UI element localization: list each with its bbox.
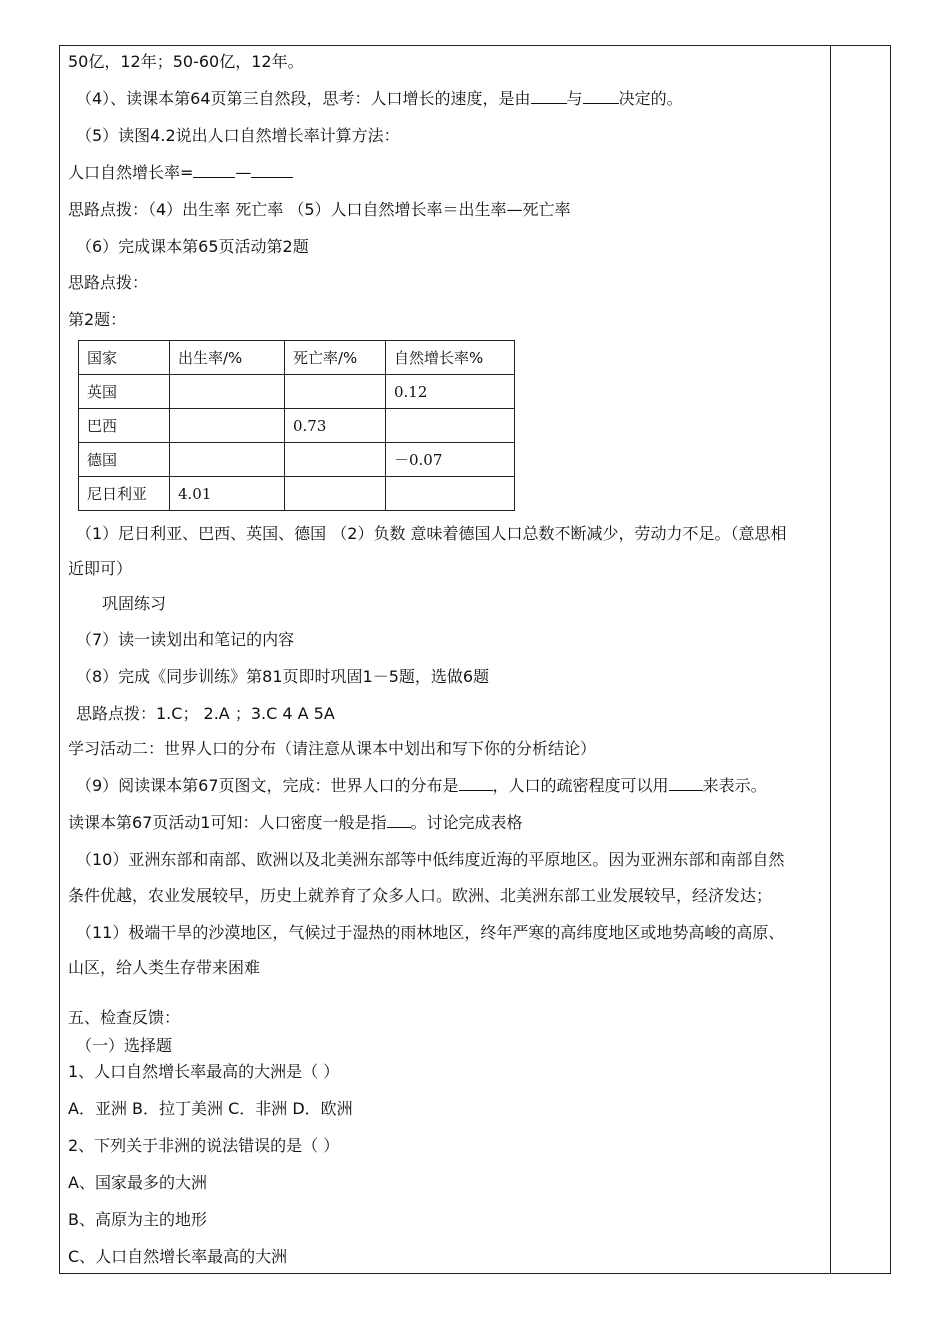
column-divider — [830, 46, 831, 1273]
table-cell: 0.12 — [386, 375, 515, 409]
table-row — [79, 443, 515, 477]
question-line: 2、下列关于非洲的说法错误的是（ ） — [68, 1136, 340, 1155]
answer-line: 近即可） — [68, 559, 133, 578]
answer-line: （10）亚洲东部和南部、欧洲以及北美洲东部等中低纬度近海的平原地区。因为亚洲东部和南部自然 — [76, 850, 785, 869]
question-8: （8）完成《同步训练》第81页即时巩固1－5题，选做6题 — [76, 667, 490, 686]
options-line: A．亚洲 B．拉丁美洲 C．非洲 D．欧洲 — [68, 1099, 353, 1118]
answer-line: 山区，给人类生存带来困难 — [68, 958, 261, 977]
answer-line: 条件优越，农业发展较早，历史上就养育了众多人口。欧洲、北美洲东部工业发展较早，经济发达； — [68, 886, 773, 905]
question-line: 读课本第67页活动1可知：人口密度一般是指 。讨论完成表格 — [68, 813, 523, 832]
question-9: （9）阅读课本第67页图文，完成：世界人口的分布是 ，人口的疏密程度可以用 来表示。 — [76, 776, 767, 795]
table-cell — [170, 409, 285, 443]
question-6: （6）完成课本第65页活动第2题 — [76, 237, 309, 256]
option-line: B、高原为主的地形 — [68, 1210, 207, 1229]
table-cell: 德国 — [79, 443, 170, 477]
answer-blank — [387, 813, 411, 828]
table-cell — [170, 375, 285, 409]
table-cell — [285, 443, 386, 477]
option-line: C、人口自然增长率最高的大洲 — [68, 1247, 288, 1266]
hint-line: 思路点拨：1.C； 2.A ；3.C 4 A 5A — [76, 704, 335, 723]
table-cell: 尼日利亚 — [79, 477, 170, 511]
table-cell — [285, 375, 386, 409]
table-cell: －0.07 — [386, 443, 515, 477]
table-row — [79, 409, 515, 443]
hint-line: 思路点拨：（4）出生率 死亡率 （5）人口自然增长率＝出生率—死亡率 — [68, 200, 571, 219]
option-line: A、国家最多的大洲 — [68, 1173, 207, 1192]
table-cell: 4.01 — [170, 477, 285, 511]
activity-heading: 学习活动二：世界人口的分布（请注意从课本中划出和写下你的分析结论） — [68, 739, 597, 758]
answer-blank — [531, 89, 567, 104]
hint-line: 思路点拨： — [68, 273, 149, 292]
answer-blank — [251, 163, 293, 178]
formula-line: 人口自然增长率= — — [68, 163, 293, 183]
question-5: （5）读图4.2说出人口自然增长率计算方法： — [76, 126, 400, 145]
sub-heading: （一）选择题 — [76, 1036, 173, 1055]
worksheet-frame — [59, 45, 891, 1274]
answer-blank — [193, 163, 235, 178]
section-heading: 巩固练习 — [102, 594, 167, 613]
table-cell — [386, 477, 515, 511]
answer-blank — [459, 776, 493, 791]
question-line: 1、人口自然增长率最高的大洲是（ ） — [68, 1062, 340, 1081]
table-header: 死亡率/% — [285, 341, 386, 375]
table-cell: 巴西 — [79, 409, 170, 443]
table-cell — [386, 409, 515, 443]
answer-blank — [583, 89, 619, 104]
birth-death-rate-table — [78, 340, 515, 511]
table-header: 出生率/% — [170, 341, 285, 375]
question-7: （7）读一读划出和笔记的内容 — [76, 630, 295, 649]
text-line: 50亿，12年；50-60亿，12年。 — [68, 52, 304, 71]
table-header: 自然增长率% — [386, 341, 515, 375]
section-heading: 五、检查反馈： — [68, 1008, 181, 1027]
table-row — [79, 375, 515, 409]
table-cell: 0.73 — [285, 409, 386, 443]
table-header-row — [79, 341, 515, 375]
answer-line: （11）极端干旱的沙漠地区，气候过于湿热的雨林地区，终年严寒的高纬度地区或地势高峻的高原、 — [76, 923, 785, 942]
table-cell — [285, 477, 386, 511]
answer-line: （1）尼日利亚、巴西、英国、德国 （2）负数 意味着德国人口总数不断减少，劳动力不足。（意思相 — [76, 524, 787, 543]
sub-heading: 第2题： — [68, 310, 127, 329]
table-cell — [170, 443, 285, 477]
question-4: （4）、读课本第64页第三自然段，思考：人口增长的速度，是由 与 决定的。 — [76, 89, 683, 108]
answer-blank — [669, 776, 703, 791]
table-cell: 英国 — [79, 375, 170, 409]
table-header: 国家 — [79, 341, 170, 375]
table-row — [79, 477, 515, 511]
